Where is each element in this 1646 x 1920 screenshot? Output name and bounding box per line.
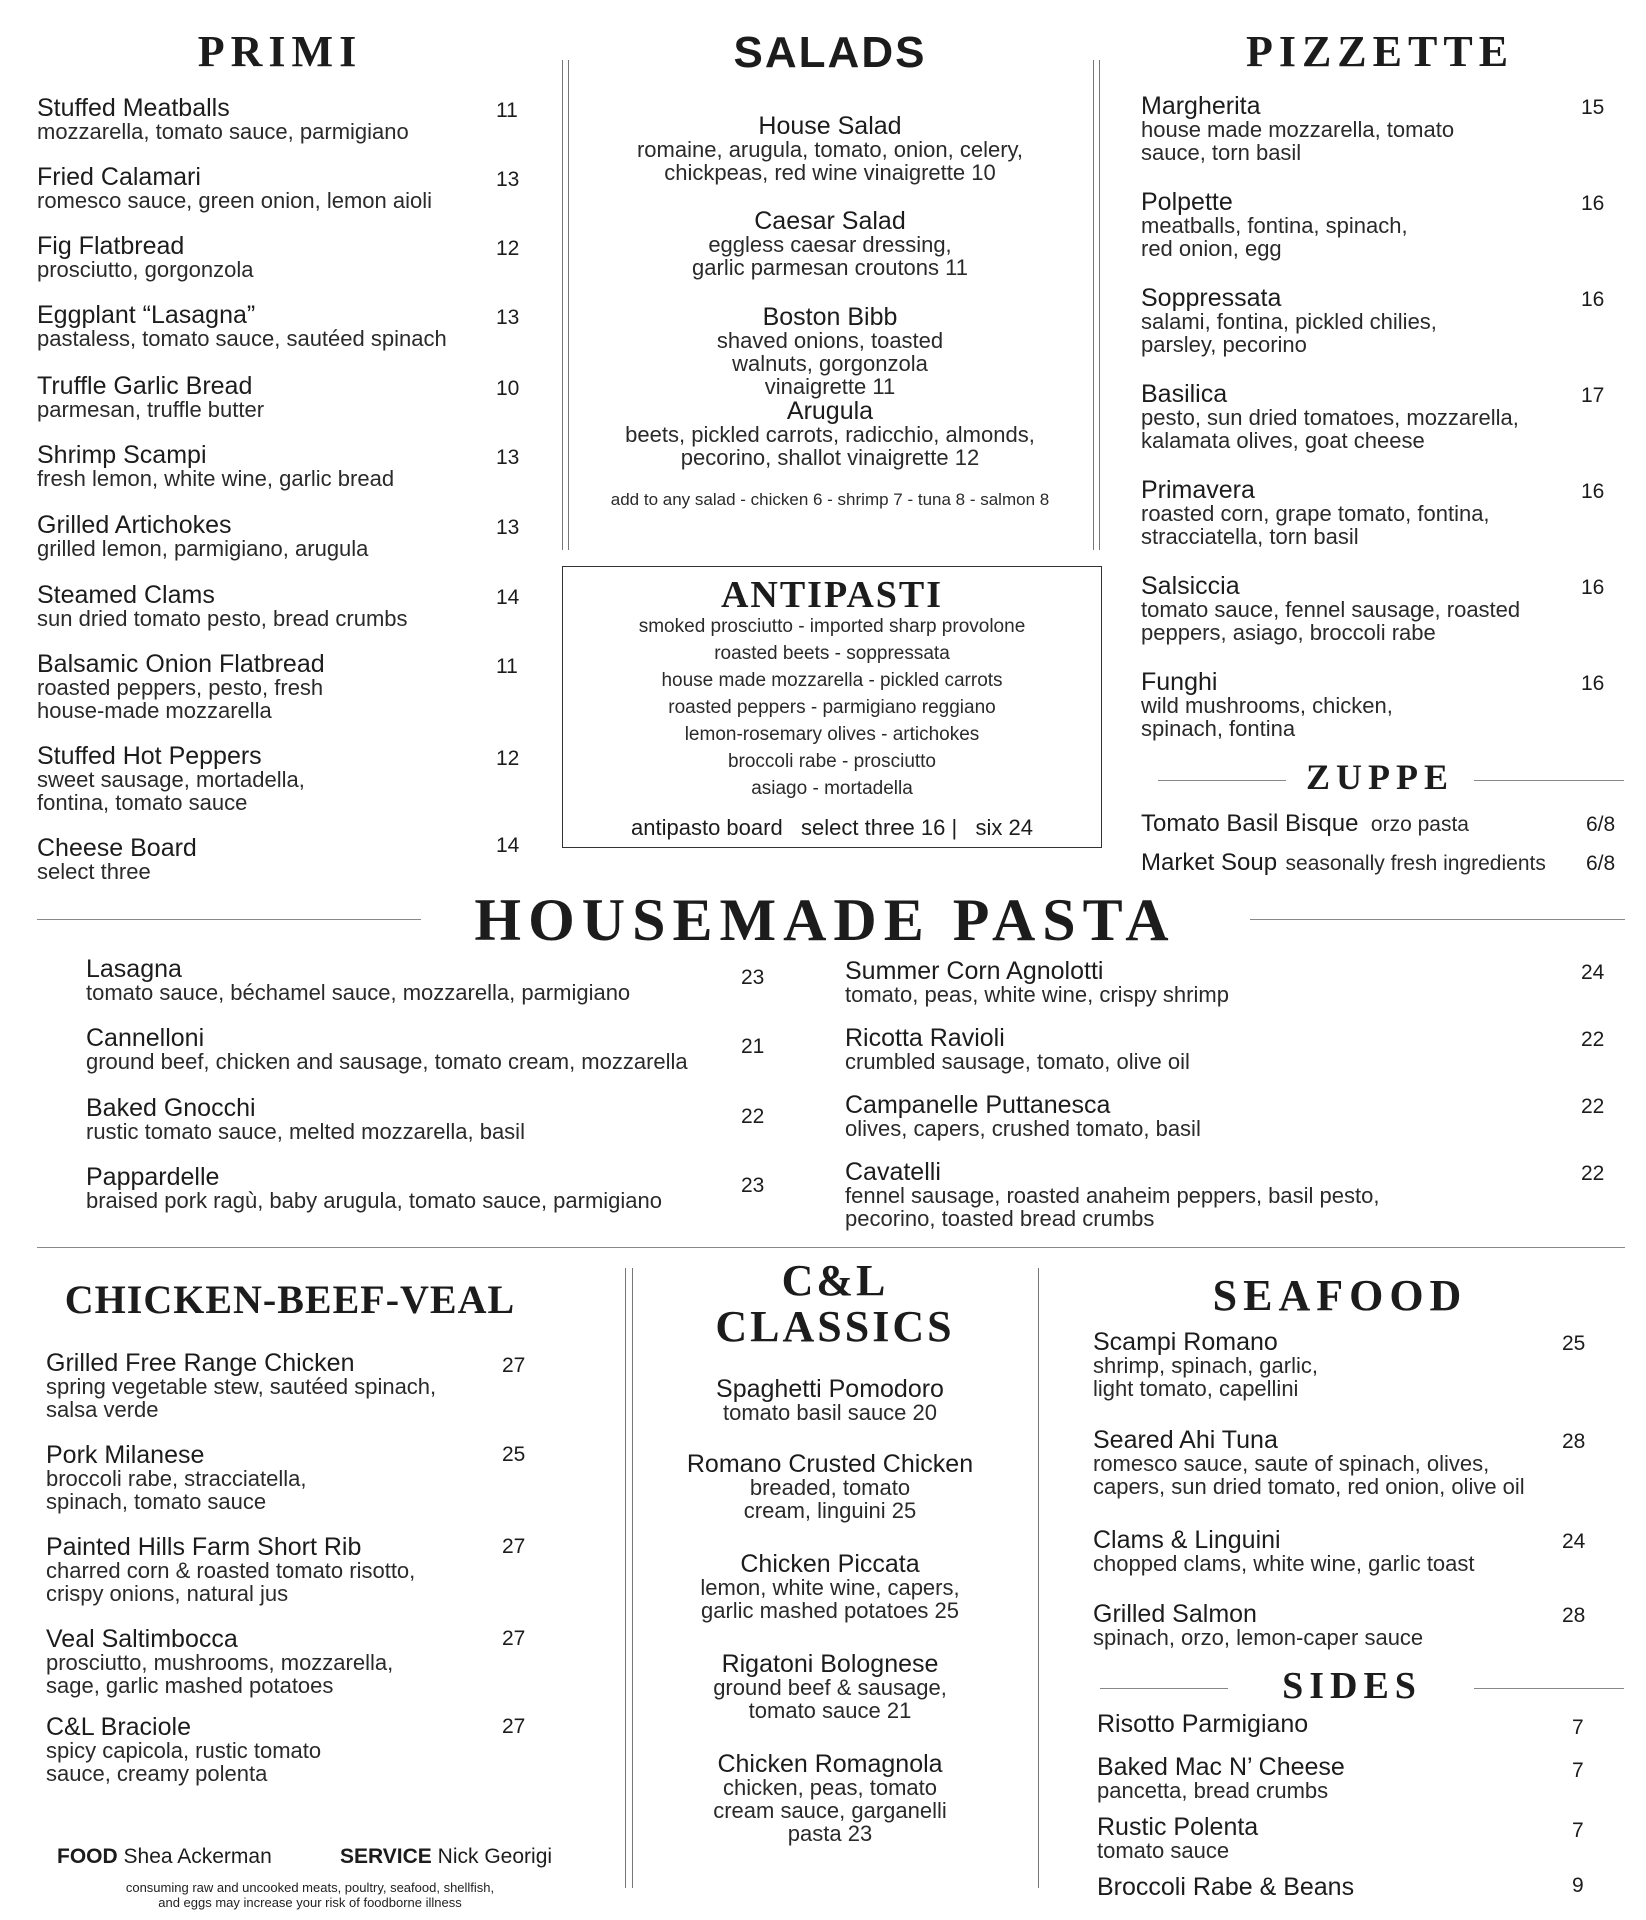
item-price: 6/8 bbox=[1586, 813, 1616, 836]
food-credit bbox=[57, 1845, 272, 1869]
item-desc: fresh lemon, white wine, garlic bread bbox=[37, 466, 395, 491]
item-name: Summer Corn Agnolotti bbox=[845, 957, 1104, 985]
item-desc: house made mozzarella, tomato sauce, torn basil bbox=[1141, 117, 1455, 165]
pizzette-title: PIZZETTE bbox=[1245, 27, 1515, 76]
item-name: Market Soup bbox=[1141, 849, 1278, 876]
item-name: Cavatelli bbox=[845, 1158, 941, 1186]
item-name: Pappardelle bbox=[86, 1163, 220, 1191]
item-desc: shaved onions, toasted walnuts, gorgonzola vinaigrette 11 bbox=[716, 328, 944, 399]
item-desc: crumbled sausage, tomato, olive oil bbox=[845, 1049, 1190, 1074]
item-price: 16 bbox=[1581, 480, 1605, 503]
soup-item bbox=[1141, 810, 1469, 838]
antipasti-row: roasted beets - soppressata bbox=[714, 643, 950, 664]
food-name: Shea Ackerman bbox=[123, 1845, 272, 1868]
menu-item bbox=[1097, 1815, 1557, 1862]
menu-item bbox=[1141, 190, 1561, 260]
item-name: Clams & Linguini bbox=[1093, 1526, 1281, 1554]
divider bbox=[1474, 1688, 1624, 1689]
item-desc: parmesan, truffle butter bbox=[37, 397, 265, 422]
menu-item bbox=[600, 114, 1060, 184]
item-desc: chicken, peas, tomato cream sauce, garganelli pasta 23 bbox=[713, 1775, 947, 1846]
item-price: 15 bbox=[1581, 96, 1605, 119]
item-desc: pesto, sun dried tomatoes, mozzarella, kalamata olives, goat cheese bbox=[1141, 405, 1519, 453]
item-desc: spinach, orzo, lemon-caper sauce bbox=[1093, 1625, 1424, 1650]
item-name: Scampi Romano bbox=[1093, 1328, 1278, 1356]
primi-title: PRIMI bbox=[197, 27, 363, 76]
menu-item bbox=[37, 234, 497, 281]
service-credit bbox=[340, 1845, 552, 1869]
item-name: Stuffed Meatballs bbox=[37, 94, 230, 122]
item-desc: beets, pickled carrots, radicchio, almonds, pecorino, shallot vinaigrette 12 bbox=[625, 422, 1035, 470]
antipasti-title: ANTIPASTI bbox=[720, 574, 944, 616]
item-price: 22 bbox=[1581, 1028, 1605, 1051]
item-price: 11 bbox=[496, 99, 518, 122]
service-label: SERVICE bbox=[340, 1845, 432, 1868]
divider bbox=[1099, 60, 1100, 550]
item-price: 28 bbox=[1562, 1604, 1586, 1627]
item-price: 13 bbox=[496, 446, 520, 469]
menu-item bbox=[1097, 1875, 1557, 1899]
item-desc: roasted peppers, pesto, fresh house-made mozzarella bbox=[37, 675, 324, 723]
item-desc: romesco sauce, saute of spinach, olives, capers, sun dried tomato, red onion, olive oil bbox=[1093, 1451, 1525, 1499]
menu-item bbox=[1141, 94, 1561, 164]
item-price: 25 bbox=[1562, 1332, 1586, 1355]
classics-title bbox=[640, 1258, 1030, 1350]
menu-item bbox=[37, 652, 347, 722]
divider bbox=[625, 1268, 626, 1888]
item-price: 14 bbox=[496, 586, 520, 609]
menu-item bbox=[37, 836, 497, 883]
item-name: Salsiccia bbox=[1141, 572, 1240, 600]
menu-item bbox=[37, 744, 347, 814]
menu-item bbox=[640, 1752, 1020, 1845]
item-desc: sweet sausage, mortadella, fontina, tomato sauce bbox=[37, 767, 305, 815]
item-name: House Salad bbox=[758, 112, 902, 140]
antipasti-row: house made mozzarella - pickled carrots bbox=[661, 670, 1003, 691]
antipasti-row: roasted peppers - parmigiano reggiano bbox=[668, 697, 996, 718]
item-name: Steamed Clams bbox=[37, 581, 215, 609]
item-price: 17 bbox=[1581, 384, 1605, 407]
item-name: Grilled Artichokes bbox=[37, 511, 232, 539]
menu-item bbox=[86, 1165, 736, 1212]
divider bbox=[37, 919, 421, 920]
salads-title: SALADS bbox=[733, 28, 927, 77]
menu-item bbox=[1093, 1428, 1573, 1498]
item-price: 6/8 bbox=[1586, 852, 1616, 875]
item-name: Baked Gnocchi bbox=[86, 1094, 256, 1122]
menu-item bbox=[86, 957, 736, 1004]
divider bbox=[1100, 1688, 1228, 1689]
item-name: Cannelloni bbox=[86, 1024, 205, 1052]
item-desc: tomato sauce bbox=[1097, 1838, 1230, 1863]
service-name: Nick Georigi bbox=[437, 1845, 553, 1868]
item-name: Pork Milanese bbox=[46, 1441, 205, 1469]
item-desc: grilled lemon, parmigiano, arugula bbox=[37, 536, 369, 561]
item-price: 27 bbox=[502, 1715, 526, 1738]
item-desc: orzo pasta bbox=[1370, 813, 1469, 836]
divider bbox=[1250, 919, 1625, 920]
item-name: Basilica bbox=[1141, 380, 1228, 408]
menu-item bbox=[37, 513, 497, 560]
item-price: 16 bbox=[1581, 288, 1605, 311]
menu-item bbox=[46, 1443, 466, 1513]
item-name: Chicken Piccata bbox=[740, 1550, 920, 1578]
item-desc: olives, capers, crushed tomato, basil bbox=[845, 1116, 1201, 1141]
item-name: Fried Calamari bbox=[37, 163, 201, 191]
item-name: Painted Hills Farm Short Rib bbox=[46, 1533, 362, 1561]
item-desc: mozzarella, tomato sauce, parmigiano bbox=[37, 119, 409, 144]
item-price: 23 bbox=[741, 1174, 765, 1197]
item-name: Polpette bbox=[1141, 188, 1233, 216]
menu-item bbox=[37, 96, 497, 143]
item-desc: eggless caesar dressing, garlic parmesan croutons 11 bbox=[692, 232, 968, 280]
item-name: Funghi bbox=[1141, 668, 1218, 696]
item-name: Chicken Romagnola bbox=[717, 1750, 943, 1778]
item-name: Ricotta Ravioli bbox=[845, 1024, 1005, 1052]
item-name: C&L Braciole bbox=[46, 1713, 191, 1741]
item-price: 22 bbox=[1581, 1162, 1605, 1185]
item-desc: tomato, peas, white wine, crispy shrimp bbox=[845, 982, 1229, 1007]
chicken-beef-veal-title: CHICKEN-BEEF-VEAL bbox=[64, 1277, 516, 1322]
item-desc: spicy capicola, rustic tomato sauce, creamy polenta bbox=[46, 1738, 322, 1786]
health-warning bbox=[90, 1880, 530, 1910]
menu-item bbox=[600, 209, 1060, 279]
item-desc: tomato sauce, béchamel sauce, mozzarella, parmigiano bbox=[86, 980, 631, 1005]
menu-item bbox=[1097, 1755, 1557, 1802]
menu-item bbox=[1141, 478, 1561, 548]
item-name: Balsamic Onion Flatbread bbox=[37, 650, 325, 678]
antipasti-row: broccoli rabe - prosciutto bbox=[727, 751, 937, 772]
item-name: Truffle Garlic Bread bbox=[37, 372, 253, 400]
item-name: Shrimp Scampi bbox=[37, 441, 207, 469]
item-name: Caesar Salad bbox=[754, 207, 906, 235]
soup-item bbox=[1141, 849, 1546, 877]
item-name: Grilled Salmon bbox=[1093, 1600, 1257, 1628]
food-label: FOOD bbox=[57, 1845, 118, 1868]
item-price: 27 bbox=[502, 1354, 526, 1377]
menu-item bbox=[46, 1535, 466, 1605]
item-price: 12 bbox=[496, 747, 520, 770]
menu-item bbox=[37, 374, 497, 421]
item-desc: romesco sauce, green onion, lemon aioli bbox=[37, 188, 433, 213]
menu-item bbox=[46, 1715, 466, 1785]
item-price: 12 bbox=[496, 237, 520, 260]
menu-item bbox=[86, 1026, 736, 1073]
menu-item bbox=[640, 1552, 1020, 1622]
item-price: 13 bbox=[496, 168, 520, 191]
item-desc: spring vegetable stew, sautéed spinach, salsa verde bbox=[46, 1374, 437, 1422]
item-desc: pastaless, tomato sauce, sautéed spinach bbox=[37, 326, 447, 351]
item-name: Arugula bbox=[786, 397, 874, 425]
item-desc: seasonally fresh ingredients bbox=[1285, 852, 1546, 875]
menu-item bbox=[845, 1026, 1445, 1073]
zuppe-title: ZUPPE bbox=[1305, 757, 1454, 797]
menu-item bbox=[1093, 1602, 1573, 1649]
menu-item bbox=[86, 1096, 736, 1143]
menu-item bbox=[640, 1452, 1020, 1522]
menu-item bbox=[845, 1160, 1445, 1230]
item-desc: tomato sauce, fennel sausage, roasted peppers, asiago, broccoli rabe bbox=[1141, 597, 1521, 645]
menu-item bbox=[1141, 670, 1561, 740]
item-desc: broccoli rabe, stracciatella, spinach, tomato sauce bbox=[46, 1466, 307, 1514]
menu-item bbox=[1141, 286, 1561, 356]
item-name: Primavera bbox=[1141, 476, 1255, 504]
divider bbox=[1093, 60, 1094, 550]
antipasti-row: asiago - mortadella bbox=[751, 778, 913, 799]
menu-item bbox=[1093, 1528, 1573, 1575]
item-name: Tomato Basil Bisque bbox=[1141, 810, 1359, 837]
item-price: 13 bbox=[496, 516, 520, 539]
item-price: 9 bbox=[1572, 1874, 1584, 1897]
item-name: Veal Saltimbocca bbox=[46, 1625, 238, 1653]
item-desc: shrimp, spinach, garlic, light tomato, capellini bbox=[1093, 1353, 1318, 1401]
item-price: 24 bbox=[1562, 1530, 1586, 1553]
menu-item bbox=[37, 583, 497, 630]
item-name: Boston Bibb bbox=[762, 303, 898, 331]
seafood-title: SEAFOOD bbox=[1212, 1271, 1468, 1320]
item-desc: braised pork ragù, baby arugula, tomato sauce, parmigiano bbox=[86, 1188, 663, 1213]
menu-item bbox=[640, 1652, 1020, 1722]
item-name: Soppressata bbox=[1141, 284, 1282, 312]
item-price: 16 bbox=[1581, 576, 1605, 599]
item-desc: ground beef, chicken and sausage, tomato cream, mozzarella bbox=[86, 1049, 688, 1074]
item-price: 25 bbox=[502, 1443, 526, 1466]
antipasti-list bbox=[563, 613, 1101, 802]
sides-title: SIDES bbox=[1282, 1665, 1422, 1707]
menu-item bbox=[845, 1093, 1445, 1140]
item-desc: fennel sausage, roasted anaheim peppers, basil pesto, pecorino, toasted bread crumbs bbox=[845, 1183, 1380, 1231]
pasta-title: HOUSEMADE PASTA bbox=[474, 887, 1176, 953]
item-price: 22 bbox=[1581, 1095, 1605, 1118]
item-name: Broccoli Rabe & Beans bbox=[1097, 1873, 1355, 1901]
item-price: 24 bbox=[1581, 961, 1605, 984]
item-price: 10 bbox=[496, 377, 520, 400]
item-desc: breaded, tomato cream, linguini 25 bbox=[743, 1475, 917, 1523]
menu-item bbox=[1141, 574, 1561, 644]
menu-item bbox=[1093, 1330, 1573, 1400]
item-desc: meatballs, fontina, spinach, red onion, egg bbox=[1141, 213, 1408, 261]
antipasto-board-price: antipasto board select three 16 | six 24 bbox=[631, 815, 1033, 840]
item-desc: pancetta, bread crumbs bbox=[1097, 1778, 1329, 1803]
divider bbox=[1038, 1268, 1039, 1888]
item-price: 7 bbox=[1572, 1716, 1584, 1739]
item-desc: charred corn & roasted tomato risotto, crispy onions, natural jus bbox=[46, 1558, 416, 1606]
health-warning-line: and eggs may increase your risk of foodborne illness bbox=[158, 1895, 462, 1910]
item-desc: ground beef & sausage, tomato sauce 21 bbox=[713, 1675, 947, 1723]
salad-addon-note: add to any salad - chicken 6 - shrimp 7 - tuna 8 - salmon 8 bbox=[610, 490, 1050, 509]
item-name: Romano Crusted Chicken bbox=[686, 1450, 974, 1478]
divider bbox=[1474, 780, 1624, 781]
item-desc: tomato basil sauce 20 bbox=[722, 1400, 938, 1425]
divider bbox=[37, 1247, 1625, 1248]
classics-title-line: C&L bbox=[781, 1256, 889, 1305]
item-name: Fig Flatbread bbox=[37, 232, 185, 260]
item-price: 11 bbox=[496, 655, 518, 678]
item-name: Stuffed Hot Peppers bbox=[37, 742, 262, 770]
health-warning-line: consuming raw and uncooked meats, poultry, seafood, shellfish, bbox=[125, 1880, 495, 1895]
antipasti-row: smoked prosciutto - imported sharp provolone bbox=[638, 616, 1026, 637]
menu-item bbox=[1097, 1712, 1557, 1736]
item-desc: select three bbox=[37, 859, 151, 884]
item-price: 27 bbox=[502, 1627, 526, 1650]
item-price: 27 bbox=[502, 1535, 526, 1558]
divider bbox=[632, 1268, 633, 1888]
item-name: Lasagna bbox=[86, 955, 182, 983]
item-price: 7 bbox=[1572, 1759, 1584, 1782]
item-name: Rigatoni Bolognese bbox=[721, 1650, 939, 1678]
antipasti-row: lemon-rosemary olives - artichokes bbox=[684, 724, 980, 745]
antipasti-box bbox=[562, 566, 1102, 848]
menu-item bbox=[845, 959, 1445, 1006]
divider bbox=[1158, 780, 1286, 781]
item-desc: lemon, white wine, capers, garlic mashed potatoes 25 bbox=[700, 1575, 960, 1623]
menu-item bbox=[600, 399, 1060, 469]
item-desc: chopped clams, white wine, garlic toast bbox=[1093, 1551, 1475, 1576]
divider bbox=[568, 60, 569, 550]
item-name: Margherita bbox=[1141, 92, 1261, 120]
menu-item bbox=[37, 165, 497, 212]
item-price: 28 bbox=[1562, 1430, 1586, 1453]
item-desc: prosciutto, mushrooms, mozzarella, sage, garlic mashed potatoes bbox=[46, 1650, 394, 1698]
menu-item bbox=[1141, 382, 1561, 452]
item-name: Spaghetti Pomodoro bbox=[716, 1375, 944, 1403]
item-price: 14 bbox=[496, 834, 520, 857]
item-price: 23 bbox=[741, 966, 765, 989]
menu-item bbox=[37, 443, 497, 490]
item-price: 13 bbox=[496, 306, 520, 329]
item-name: Rustic Polenta bbox=[1097, 1813, 1259, 1841]
item-desc: romaine, arugula, tomato, onion, celery, chickpeas, red wine vinaigrette 10 bbox=[636, 137, 1024, 185]
menu-item bbox=[46, 1351, 466, 1421]
item-name: Seared Ahi Tuna bbox=[1093, 1426, 1278, 1454]
item-price: 16 bbox=[1581, 192, 1605, 215]
item-name: Baked Mac N’ Cheese bbox=[1097, 1753, 1345, 1781]
item-desc: rustic tomato sauce, melted mozzarella, basil bbox=[86, 1119, 525, 1144]
menu-item bbox=[600, 305, 1060, 398]
item-name: Eggplant “Lasagna” bbox=[37, 301, 256, 329]
item-name: Campanelle Puttanesca bbox=[845, 1091, 1111, 1119]
item-name: Risotto Parmigiano bbox=[1097, 1710, 1309, 1738]
divider bbox=[562, 60, 563, 550]
item-price: 22 bbox=[741, 1105, 765, 1128]
item-price: 7 bbox=[1572, 1819, 1584, 1842]
item-price: 16 bbox=[1581, 672, 1605, 695]
item-name: Grilled Free Range Chicken bbox=[46, 1349, 355, 1377]
classics-title-line: CLASSICS bbox=[715, 1302, 955, 1351]
menu-item bbox=[640, 1377, 1020, 1424]
menu-item bbox=[46, 1627, 466, 1697]
item-desc: salami, fontina, pickled chilies, parsley, pecorino bbox=[1141, 309, 1437, 357]
item-desc: sun dried tomato pesto, bread crumbs bbox=[37, 606, 408, 631]
item-price: 21 bbox=[741, 1035, 765, 1058]
item-desc: prosciutto, gorgonzola bbox=[37, 257, 254, 282]
item-desc: roasted corn, grape tomato, fontina, stracciatella, torn basil bbox=[1141, 501, 1490, 549]
item-desc: wild mushrooms, chicken, spinach, fontina bbox=[1141, 693, 1393, 741]
menu-item bbox=[37, 303, 497, 350]
item-name: Cheese Board bbox=[37, 834, 197, 862]
